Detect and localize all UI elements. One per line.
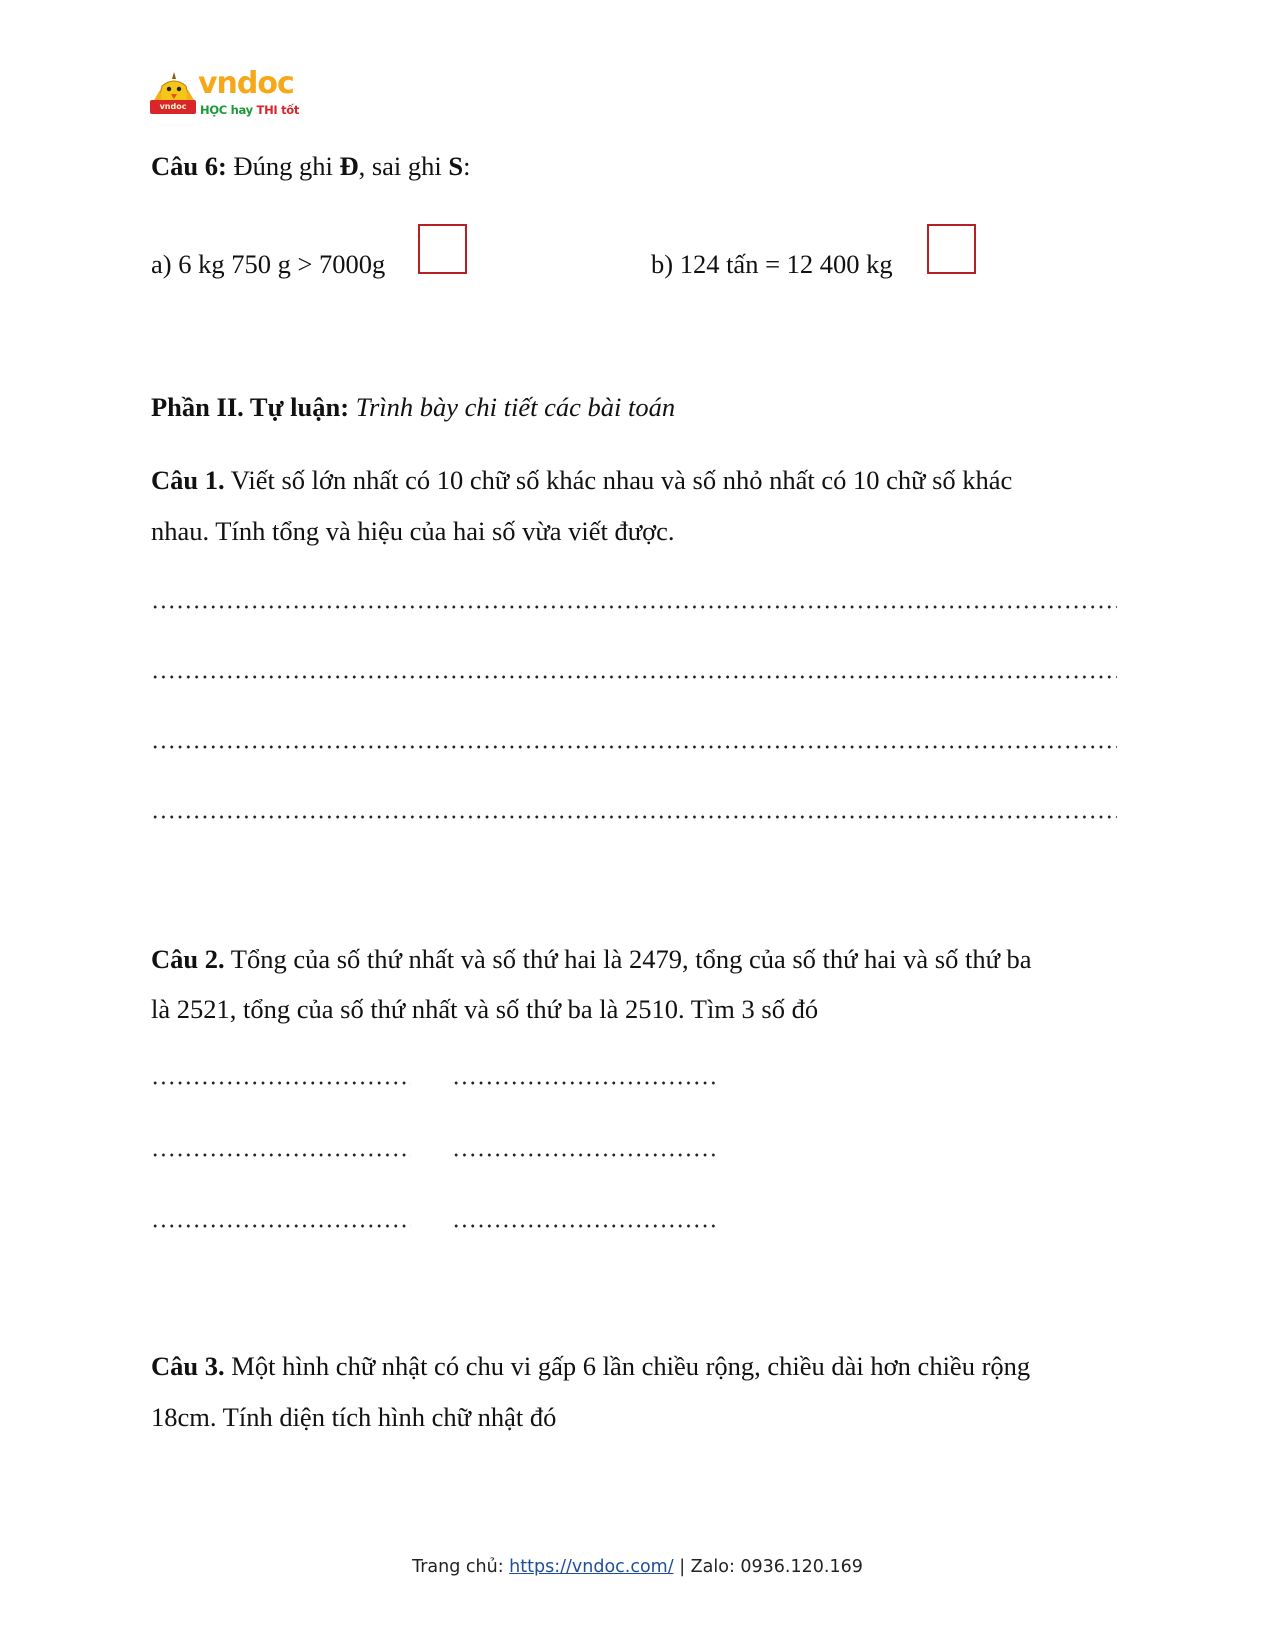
answer-line-left[interactable] xyxy=(151,1224,411,1228)
part-2-heading: Phần II. Tự luận: Trình bày chi tiết các bài toán xyxy=(151,392,676,422)
question-3-line-1: Câu 3. Một hình chữ nhật có chu vi gấp 6 lần chiều rộng, chiều dài hơn chiều rộng xyxy=(151,1351,1031,1381)
logo-brand: vndoc xyxy=(198,66,294,101)
question-2-line-1: Câu 2. Tổng của số thứ nhất và số thứ hai là 2479, tổng của số thứ hai và số thứ ba xyxy=(151,944,1032,974)
footer-home-label: Trang chủ: xyxy=(412,1557,510,1577)
answer-line-right[interactable] xyxy=(452,1081,716,1085)
footer-zalo: Zalo: 0936.120.169 xyxy=(690,1557,863,1577)
answer-line[interactable] xyxy=(151,815,1117,819)
footer-separator: | xyxy=(673,1557,691,1577)
question-6-item-a: a) 6 kg 750 g > 7000g xyxy=(151,249,386,279)
question-6-prompt: Câu 6: Đúng ghi Đ, sai ghi S: xyxy=(151,151,471,181)
logo-slogan: HỌC hay THI tốt xyxy=(200,103,300,117)
question-3-line-2: 18cm. Tính diện tích hình chữ nhật đó xyxy=(151,1402,557,1432)
answer-line[interactable] xyxy=(151,745,1117,749)
question-2-line-2: là 2521, tổng của số thứ nhất và số thứ ba là 2510. Tìm 3 số đó xyxy=(151,994,819,1024)
answer-box-a[interactable] xyxy=(418,224,467,274)
answer-box-b[interactable] xyxy=(927,224,976,274)
question-6-item-b: b) 124 tấn = 12 400 kg xyxy=(651,249,893,279)
answer-line-right[interactable] xyxy=(452,1224,716,1228)
answer-line-left[interactable] xyxy=(151,1153,411,1157)
vndoc-logo xyxy=(150,66,302,120)
page-footer xyxy=(0,1557,1275,1577)
answer-line-left[interactable] xyxy=(151,1081,411,1085)
answer-line-right[interactable] xyxy=(452,1153,716,1157)
footer-home-link[interactable]: https://vndoc.com/ xyxy=(509,1557,674,1577)
question-1-line-1: Câu 1. Viết số lớn nhất có 10 chữ số khác nhau và số nhỏ nhất có 10 chữ số khác xyxy=(151,465,1013,495)
logo-ribbon: vndoc xyxy=(150,100,196,114)
answer-line[interactable] xyxy=(151,675,1117,679)
question-1-line-2: nhau. Tính tổng và hiệu của hai số vừa viết được. xyxy=(151,516,675,546)
answer-line[interactable] xyxy=(151,605,1117,609)
